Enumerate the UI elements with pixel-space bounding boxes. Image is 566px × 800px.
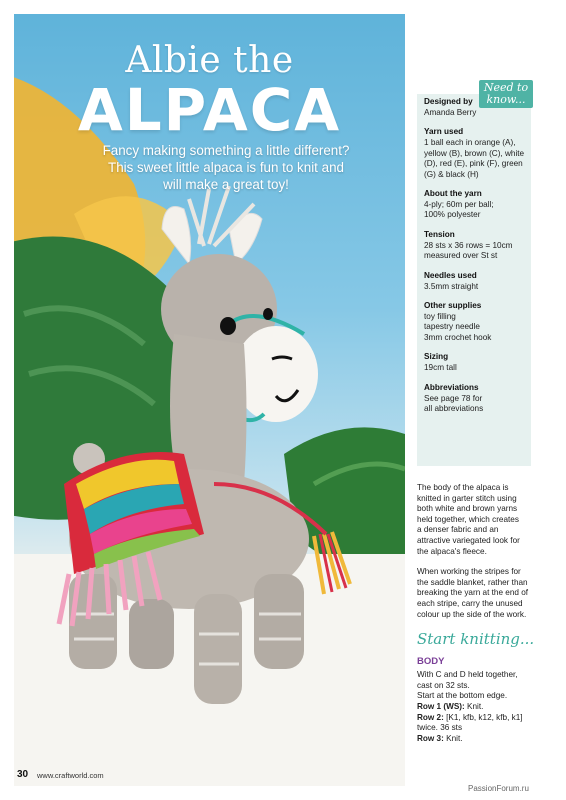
body-column <box>417 483 535 744</box>
body-line: attractive variegated look for <box>417 535 520 545</box>
ntk-line: measured over St st <box>424 251 498 261</box>
ntk-abbreviations <box>424 383 528 415</box>
ntk-tension <box>424 230 528 262</box>
ntk-line: (G) & black (H) <box>424 169 479 179</box>
ntk-line: 100% polyester <box>424 210 481 220</box>
ntk-yarn-used <box>424 127 528 180</box>
ntk-other-supplies <box>424 301 528 343</box>
row-text: Knit. <box>443 733 463 743</box>
body-line: knitted in garter stitch using <box>417 493 517 503</box>
ntk-about-yarn <box>424 189 528 221</box>
watermark: PassionForum.ru <box>468 784 529 793</box>
ntk-heading: Yarn used <box>424 127 464 137</box>
body-line: each stripe, carry the unused <box>417 598 523 608</box>
standfirst <box>76 142 376 193</box>
need-to-know-tag-line: Need to <box>483 81 529 94</box>
page-number: 30 <box>17 769 29 780</box>
body-line: colour up the side of the work. <box>417 609 527 619</box>
row-text: Knit. <box>464 701 484 711</box>
ntk-heading: Tension <box>424 229 455 239</box>
ntk-line: (D), red (E), pink (F), green <box>424 159 523 169</box>
standfirst-line: Fancy making something a little different? <box>102 143 350 158</box>
need-to-know-list <box>424 97 528 424</box>
ntk-heading: Abbreviations <box>424 382 479 392</box>
ntk-line: Amanda Berry <box>424 108 477 117</box>
ntk-line: 3mm crochet hook <box>424 332 492 342</box>
body-line: held together, which creates <box>417 514 519 524</box>
instruction-row <box>417 713 535 724</box>
row-text: twice. 36 sts <box>417 723 463 733</box>
row-label: Row 2: <box>417 712 444 722</box>
alpaca-photo <box>14 14 405 786</box>
body-line: The body of the alpaca is <box>417 483 509 492</box>
body-line: both white and brown yarns <box>417 504 518 514</box>
body-line: the alpaca's fleece. <box>417 546 487 556</box>
ntk-heading: About the yarn <box>424 189 482 199</box>
ntk-sizing <box>424 352 528 373</box>
ntk-line: yellow (B), brown (C), white <box>424 148 525 158</box>
body-line: a denser fabric and an <box>417 525 499 535</box>
ntk-heading: Other supplies <box>424 301 482 311</box>
standfirst-line: This sweet little alpaca is fun to knit and <box>108 160 344 175</box>
instruction-row <box>417 723 535 734</box>
ntk-line: 4-ply; 60m per ball; <box>424 200 494 210</box>
start-knitting-heading: Start knitting... <box>417 630 535 649</box>
ntk-designed-by <box>424 97 528 118</box>
standfirst-line: will make a great toy! <box>163 177 289 192</box>
instruction-line: With C and D held together, <box>417 670 518 680</box>
ntk-line: 28 sts x 36 rows = 10cm <box>424 240 513 250</box>
instruction-line: Start at the bottom edge. <box>417 691 508 701</box>
ntk-heading: Needles used <box>424 270 477 280</box>
body-line: the saddle blanket, rather than <box>417 577 528 587</box>
instruction-row <box>417 734 535 745</box>
instructions <box>417 670 535 744</box>
ntk-line: See page 78 for <box>424 393 483 403</box>
row-label: Row 3: <box>417 733 444 743</box>
title-line-1: Albie the <box>125 40 294 81</box>
ntk-line: toy filling <box>424 312 456 322</box>
ntk-line: all abbreviations <box>424 404 484 414</box>
ntk-needles <box>424 271 528 292</box>
need-to-know-tag-line: know... <box>486 93 526 106</box>
intro-paragraph-1 <box>417 483 535 557</box>
section-heading-body: BODY <box>417 656 445 668</box>
website-url: www.craftworld.com <box>37 771 104 780</box>
ntk-heading: Sizing <box>424 352 449 362</box>
row-label: Row 1 (WS): <box>417 701 465 711</box>
instruction-row <box>417 702 535 713</box>
instruction-line: cast on 32 sts. <box>417 680 470 690</box>
title-line-2: ALPACA <box>77 76 342 144</box>
intro-paragraph-2 <box>417 567 535 620</box>
ntk-line: 3.5mm straight <box>424 281 479 291</box>
row-text: [K1, kfb, k12, kfb, k1] <box>443 712 523 722</box>
ntk-line: 19cm tall <box>424 363 457 373</box>
body-line: breaking the yarn at the end of <box>417 588 529 598</box>
ntk-line: 1 ball each in orange (A), <box>424 138 516 148</box>
body-line: When working the stripes for <box>417 567 521 577</box>
ntk-line: tapestry needle <box>424 322 480 332</box>
ntk-heading: Designed by <box>424 97 473 106</box>
